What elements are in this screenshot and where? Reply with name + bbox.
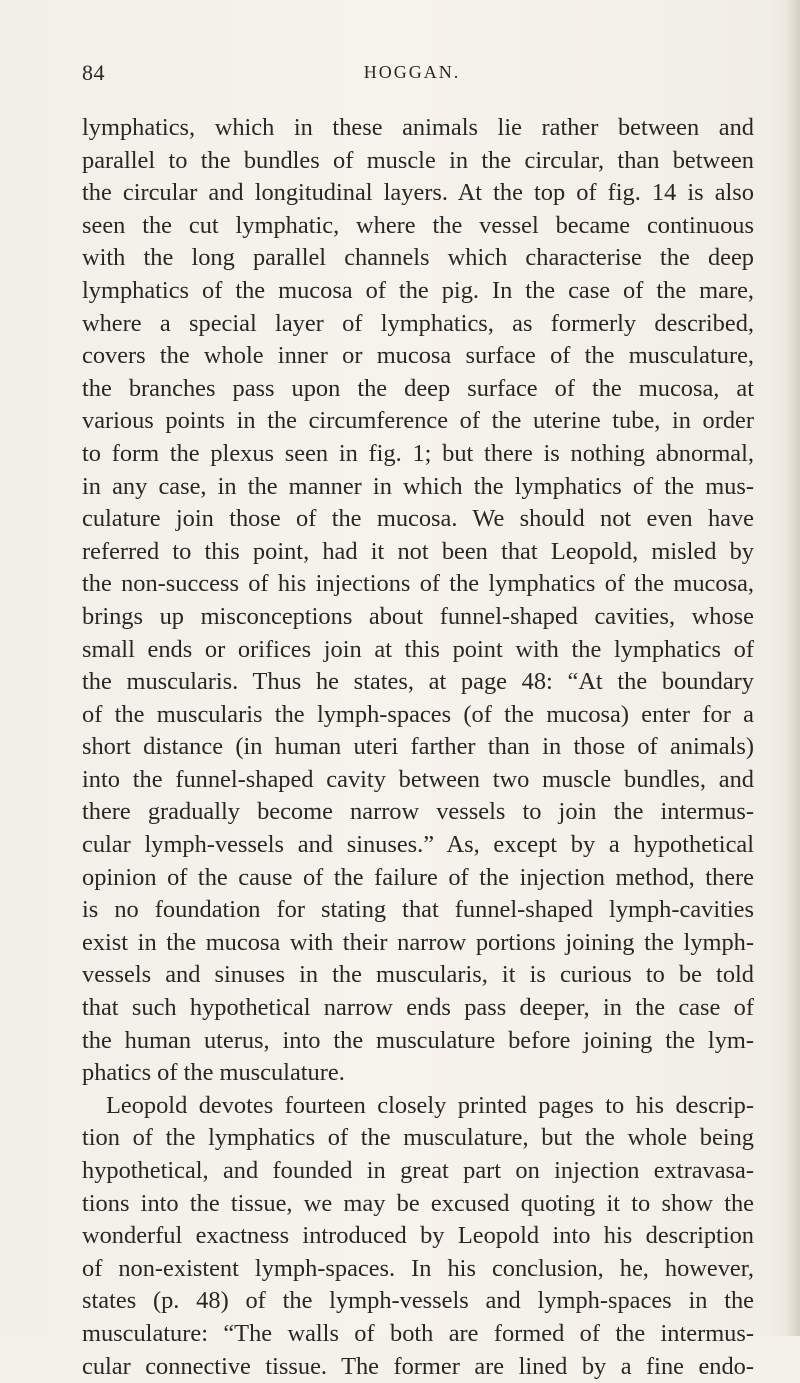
- text-line: small ends or orifices join at this point with the lymphatics of: [82, 635, 754, 663]
- text-line: tion of the lymphatics of the musculature, but the whole being: [82, 1124, 754, 1152]
- text-line: referred to this point, had it not been that Leopold, misled by: [82, 537, 754, 565]
- text-line: with the long parallel channels which characterise the deep: [82, 244, 754, 272]
- text-line: lymphatics, which in these animals lie rather between and: [82, 114, 754, 141]
- text-line: short distance (in human uteri farther than in those of animals): [82, 733, 754, 761]
- text-line: hypothetical, and founded in great part on injection extravasa-: [82, 1157, 754, 1184]
- text-line: of the muscularis the lymph-spaces (of the mucosa) enter for a: [82, 700, 754, 728]
- text-line: culature join those of the mucosa. We should not even have: [82, 505, 754, 533]
- text-line: the branches pass upon the deep surface of the mucosa, at: [82, 374, 754, 402]
- text-line: brings up misconceptions about funnel-shaped cavities, whose: [82, 602, 754, 630]
- text-line: states (p. 48) of the lymph-vessels and lymph-spaces in the: [82, 1287, 754, 1315]
- text-line: lymphatics of the mucosa of the pig. In the case of the mare,: [82, 276, 754, 304]
- page-edge-shadow: [786, 0, 800, 1336]
- text-line: vessels and sinuses in the muscularis, it is curious to be told: [82, 961, 754, 989]
- text-line: the circular and longitudinal layers. At the top of fig. 14 is also: [82, 179, 754, 207]
- text-line: is no foundation for stating that funnel-shaped lymph-cavities: [82, 896, 754, 924]
- text-line: into the funnel-shaped cavity between two muscle bundles, and: [82, 765, 754, 793]
- text-line: various points in the circumference of the uterine tube, in order: [82, 407, 754, 435]
- text-line: where a special layer of lymphatics, as formerly described,: [82, 309, 754, 337]
- text-line: to form the plexus seen in fig. 1; but there is nothing abnormal,: [82, 439, 754, 467]
- text-line: in any case, in the manner in which the lymphatics of the mus-: [82, 472, 754, 500]
- page-number: 84: [82, 60, 105, 85]
- text-line: opinion of the cause of the failure of the injection method, there: [82, 863, 754, 891]
- text-line: cular connective tissue. The former are lined by a fine endo-: [82, 1352, 754, 1380]
- text-line: phatics of the musculature.: [82, 1059, 345, 1087]
- text-line: the muscularis. Thus he states, at page 48: “At the boundary: [82, 668, 754, 696]
- body-text: [82, 112, 754, 1383]
- text-line: that such hypothetical narrow ends pass deeper, in the case of: [82, 994, 754, 1022]
- text-line: there gradually become narrow vessels to join the intermus-: [82, 798, 754, 826]
- text-line: tions into the tissue, we may be excused quoting it to show the: [82, 1189, 754, 1217]
- text-line: of non-existent lymph-spaces. In his conclusion, he, however,: [82, 1254, 754, 1282]
- text-line: parallel to the bundles of muscle in the circular, than between: [82, 146, 754, 174]
- text-line: cular lymph-vessels and sinuses.” As, except by a hypothetical: [82, 831, 754, 859]
- text-line: seen the cut lymphatic, where the vessel became continuous: [82, 211, 754, 239]
- text-line: musculature: “The walls of both are formed of the intermus-: [82, 1319, 754, 1347]
- running-head: HOGGAN.: [363, 62, 461, 82]
- text-line: the human uterus, into the musculature before joining the lym-: [82, 1026, 754, 1054]
- text-line: covers the whole inner or mucosa surface of the musculature,: [82, 342, 754, 370]
- text-line: Leopold devotes fourteen closely printed pages to his descrip-: [106, 1091, 754, 1119]
- text-line: exist in the mucosa with their narrow portions joining the lymph-: [82, 928, 754, 956]
- page-header: [82, 60, 742, 90]
- text-line: the non-success of his injections of the lymphatics of the mucosa,: [82, 570, 754, 598]
- text-line: wonderful exactness introduced by Leopold into his description: [82, 1222, 754, 1250]
